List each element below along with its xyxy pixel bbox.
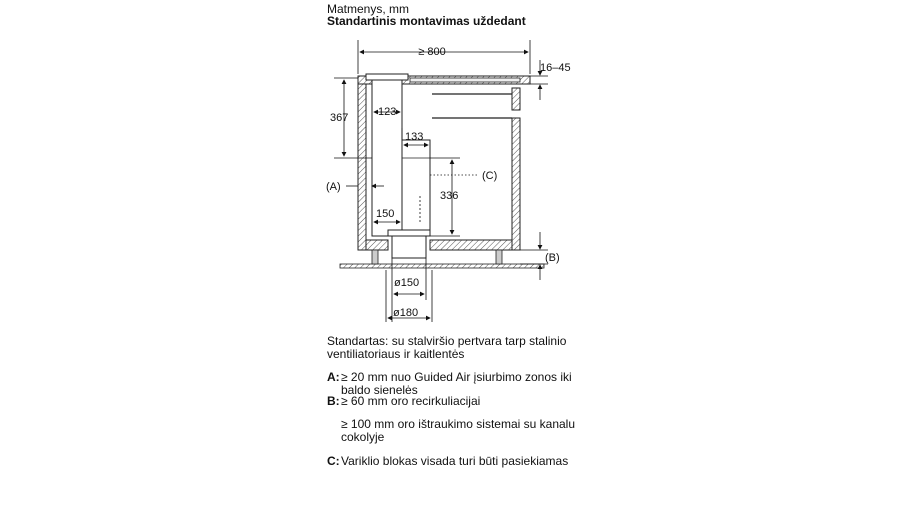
label-b: (B) bbox=[545, 252, 560, 264]
downdraft-unit bbox=[366, 74, 430, 258]
dim-motor-offset-label: 133 bbox=[405, 131, 424, 143]
label-a: (A) bbox=[326, 181, 341, 193]
dim-pipe-outer-label: ø180 bbox=[393, 307, 419, 319]
dim-pipe-inner-label: ø150 bbox=[394, 277, 420, 289]
note-b-2 bbox=[327, 418, 587, 448]
dim-cabinet-height-label: 367 bbox=[330, 112, 349, 124]
note-b-text-2: ≥ 100 mm oro ištraukimo sistemai su kanalu cokolyje bbox=[341, 417, 576, 444]
dim-width-label: ≥ 800 bbox=[418, 46, 446, 58]
note-a-text: ≥ 20 mm nuo Guided Air įsiurbimo zonos iki baldo sienelės bbox=[341, 370, 572, 397]
cabinet-left-wall bbox=[358, 84, 366, 250]
note-c bbox=[327, 455, 587, 485]
note-b-text-1: ≥ 60 mm oro recirkuliacijai bbox=[341, 394, 481, 408]
floor bbox=[340, 250, 544, 268]
dim-motor-height-label: 336 bbox=[440, 190, 459, 202]
note-b-key: B: bbox=[327, 394, 340, 408]
note-a-key: A: bbox=[327, 370, 340, 384]
dim-duct-width-label: 123 bbox=[378, 106, 397, 118]
dim-worktop-thickness-label: 16–45 bbox=[540, 62, 571, 74]
label-c: (C) bbox=[482, 170, 498, 182]
cabinet-right-wall bbox=[512, 88, 520, 250]
note-c-text: Variklio blokas visada turi būti pasiekiamas bbox=[341, 454, 569, 468]
diagram-subtitle: Matmenys, mm bbox=[327, 2, 410, 16]
note-c-key: C: bbox=[327, 454, 340, 468]
drawer-lines bbox=[432, 94, 512, 118]
dim-base-width-label: 150 bbox=[376, 208, 395, 220]
note-b bbox=[327, 395, 587, 409]
diagram-title: Standartinis montavimas uždedant bbox=[327, 14, 526, 28]
notes-intro: Standartas: su stalviršio pertvara tarp stalinio ventiliatoriaus ir kaitlentės bbox=[327, 334, 567, 361]
cabinet-bottom bbox=[366, 240, 512, 250]
